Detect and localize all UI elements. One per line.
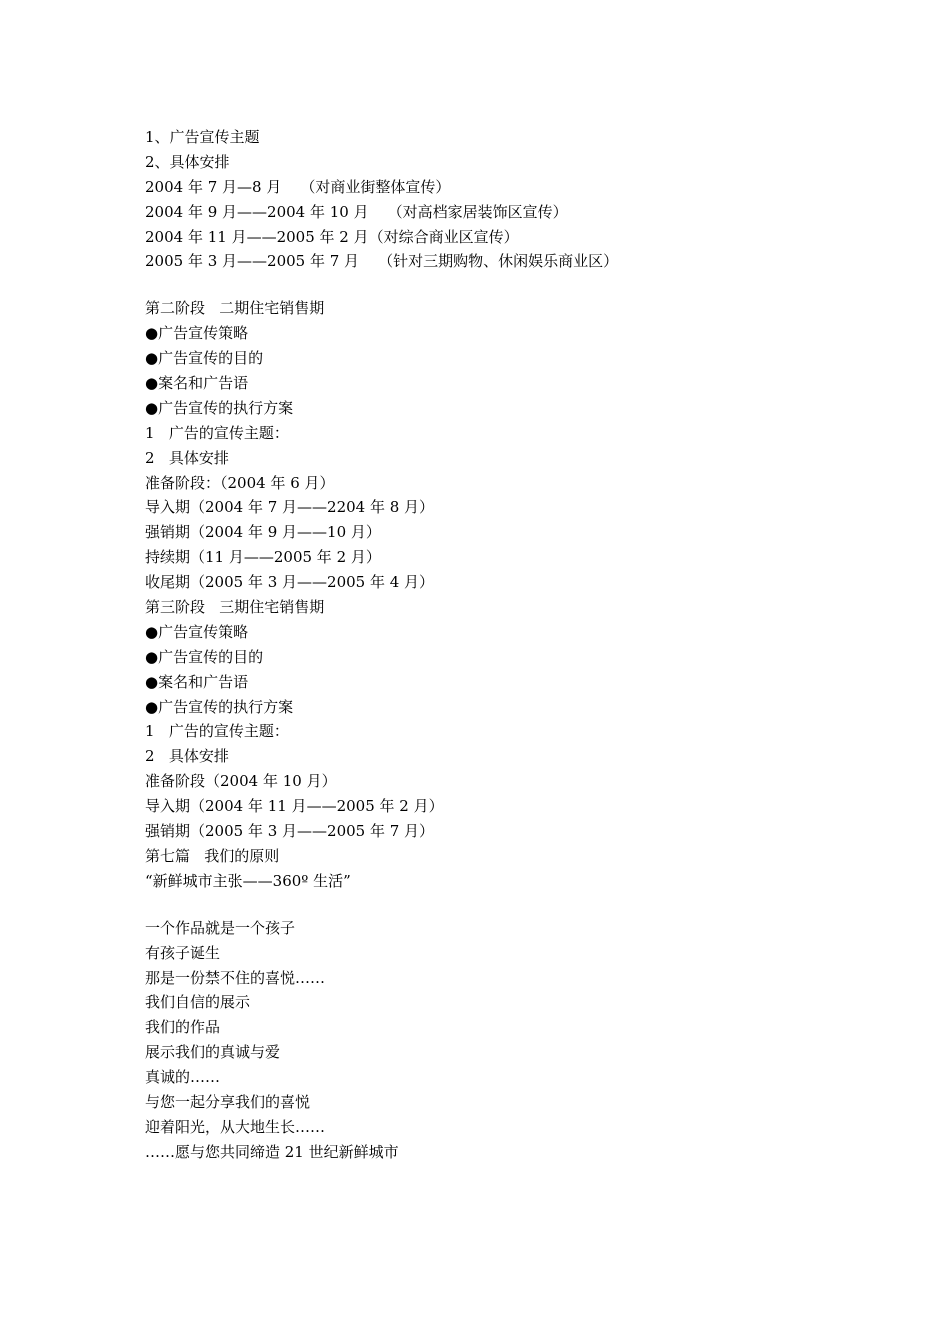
section-heading: 第二阶段 二期住宅销售期 [145,299,325,318]
text-line: 1 广告的宣传主题： [145,423,289,442]
section-main [145,296,845,893]
section-intro [145,125,845,274]
bullet-item: ●广告宣传的目的 [145,647,264,666]
section-heading: 第三阶段 三期住宅销售期 [145,598,325,617]
poem-line: 迎着阳光，从大地生长…… [145,1117,326,1136]
section-heading: 第七篇 我们的原则 [145,846,280,865]
paragraph-gap [145,894,845,916]
poem-line: 有孩子诞生 [145,943,221,962]
text-line: 收尾期（2005 年 3 月——2005 年 4 月） [145,573,435,592]
text-line: 2 具体安排 [145,747,229,766]
text-line: 2004 年 11 月——2005 年 2 月（对综合商业区宣传） [145,227,519,246]
paragraph-gap [145,274,845,296]
text-line: 强销期（2005 年 3 月——2005 年 7 月） [145,822,435,841]
text-line: 2004 年 9 月——2004 年 10 月 （对高档家居装饰区宣传） [145,202,568,221]
text-line: 准备阶段（2004 年 10 月） [145,772,337,791]
text-line: 1 广告的宣传主题： [145,722,289,741]
bullet-item: ●案名和广告语 [145,374,249,393]
text-line: 准备阶段：（2004 年 6 月） [145,473,335,492]
text-line: 1、广告宣传主题 [145,128,260,146]
poem-line: 那是一份禁不住的喜悦…… [145,968,326,987]
bullet-item: ●广告宣传的目的 [145,349,264,368]
slogan-line: “新鲜城市主张——360º 生活” [145,871,351,890]
text-line: 持续期（11 月——2005 年 2 月） [145,548,381,567]
document-body [145,125,845,1165]
poem-line: 真诚的…… [145,1068,221,1087]
poem-line: 一个作品就是一个孩子 [145,918,296,937]
text-line: 2 具体安排 [145,448,229,467]
poem-line: 与您一起分享我们的喜悦 [145,1092,311,1111]
bullet-item: ●广告宣传的执行方案 [145,697,294,716]
poem-line: ……愿与您共同缔造 21 世纪新鲜城市 [145,1142,399,1161]
text-line: 导入期（2004 年 11 月——2005 年 2 月） [145,797,444,816]
poem-line: 我们自信的展示 [145,993,251,1012]
bullet-item: ●广告宣传策略 [145,622,249,641]
text-line: 导入期（2004 年 7 月——2204 年 8 月） [145,498,435,517]
bullet-item: ●案名和广告语 [145,672,249,691]
section-poem [145,916,845,1165]
text-line: 2、具体安排 [145,152,230,171]
bullet-item: ●广告宣传策略 [145,324,249,343]
text-line: 强销期（2004 年 9 月——10 月） [145,523,381,542]
text-line: 2004 年 7 月—8 月 （对商业街整体宣传） [145,177,451,196]
text-line: 2005 年 3 月——2005 年 7 月 （针对三期购物、休闲娱乐商业区） [145,252,619,271]
poem-line: 我们的作品 [145,1018,221,1037]
bullet-item: ●广告宣传的执行方案 [145,398,294,417]
poem-line: 展示我们的真诚与爱 [145,1043,281,1062]
